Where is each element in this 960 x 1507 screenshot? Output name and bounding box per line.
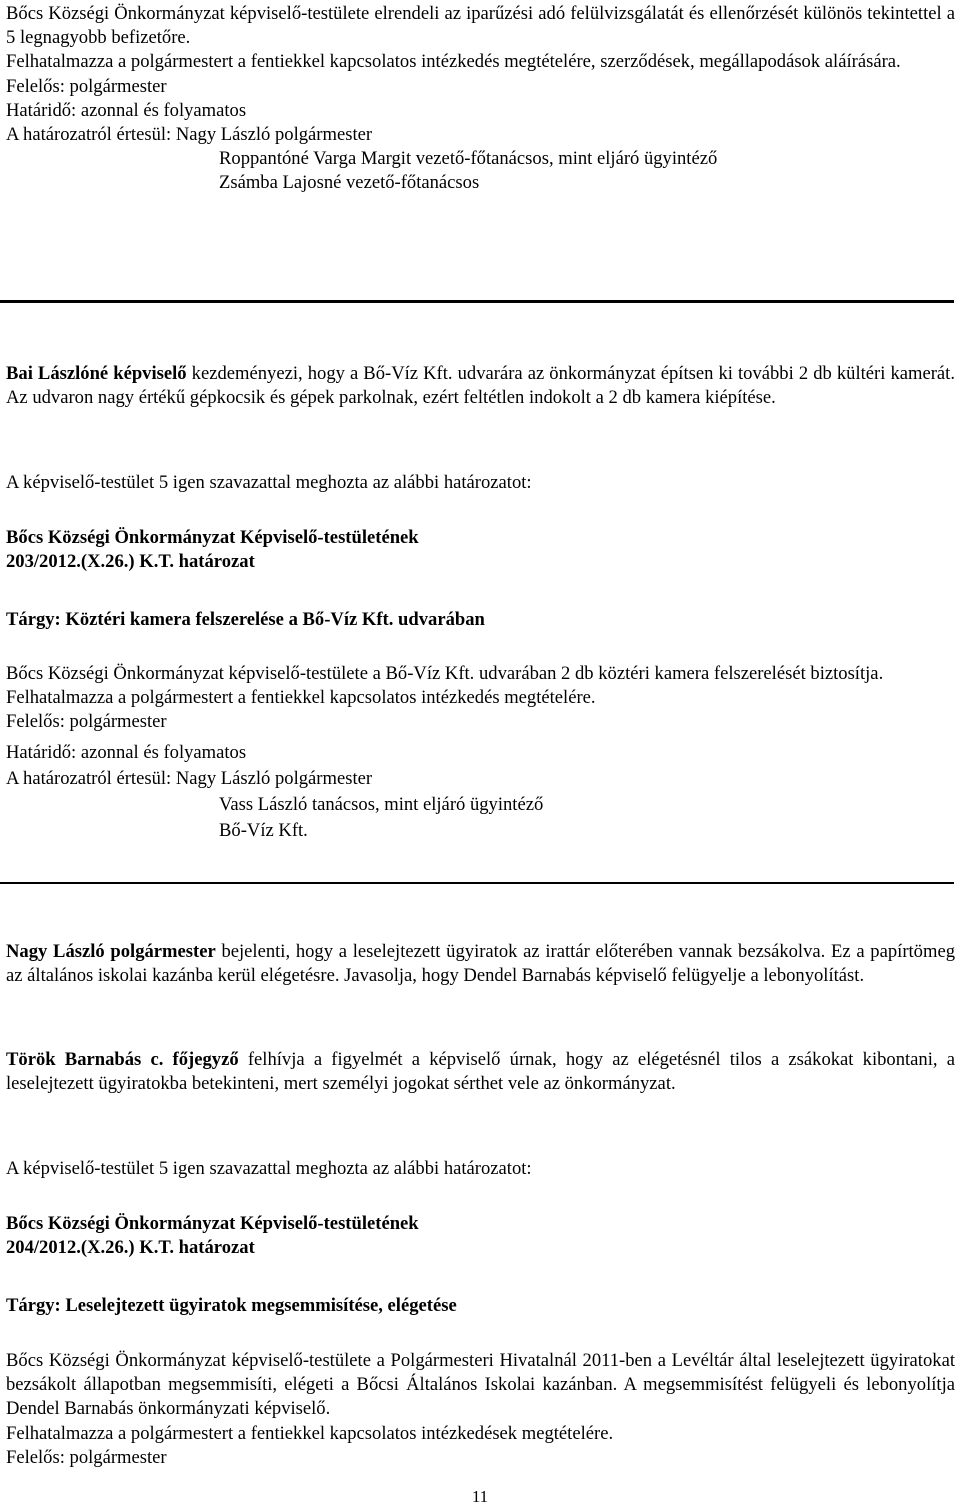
resolution-body <box>6 1349 955 1470</box>
deadline-line: Határidő: azonnal és folyamatos <box>6 741 247 763</box>
section-camera <box>6 362 955 410</box>
section-documents-2 <box>6 1048 955 1096</box>
subject-block <box>6 608 955 632</box>
notified-line: Bő-Víz Kft. <box>219 820 308 842</box>
paragraph: Felhatalmazza a polgármestert a fentiekkel kapcsolatos intézkedések megtételére. <box>6 1422 614 1444</box>
resolution-heading <box>6 526 955 574</box>
deadline-line: Határidő: azonnal és folyamatos <box>6 99 247 121</box>
section-divider <box>0 300 954 303</box>
speaker-name: Nagy László polgármester <box>6 941 216 962</box>
resolution-number: 204/2012.(X.26.) K.T. határozat <box>6 1237 255 1259</box>
notified-line: A határozatról értesül: Nagy László polgármester <box>6 767 373 789</box>
speaker-name: Bai Lászlóné képviselő <box>6 363 187 384</box>
paragraph: Bőcs Községi Önkormányzat képviselő-testülete elrendeli az iparűzési adó felülvizsgálatát és ellenőrzését különös tekintettel a 5 legnagyobb befizetőre. <box>6 3 955 49</box>
notified-line: Roppantóné Varga Margit vezető-főtanácsos, mint eljáró ügyintéző <box>219 148 718 170</box>
vote-line: A képviselő-testület 5 igen szavazattal meghozta az alábbi határozatot: <box>6 1158 532 1179</box>
paragraph: Nagy László polgármester bejelenti, hogy a leselejtezett ügyiratok az irattár előterében vannak bezsákolva. Ez a papírtömeg az általános iskolai kazánba kerül elégetésre. Javasolja, hogy Dendel Barnabás képviselő felügyelje a lebonyolítást. <box>6 941 955 987</box>
resolution-number: 203/2012.(X.26.) K.T. határozat <box>6 551 255 573</box>
notified-line: Zsámba Lajosné vezető-főtanácsos <box>219 172 480 194</box>
vote-line: A képviselő-testület 5 igen szavazattal meghozta az alábbi határozatot: <box>6 472 532 493</box>
paragraph: Felhatalmazza a polgármestert a fentiekkel kapcsolatos intézkedés megtételére. <box>6 687 596 709</box>
speaker-name: Török Barnabás c. főjegyző <box>6 1049 239 1070</box>
notified-line: Vass László tanácsos, mint eljáró ügyintéző <box>219 794 544 816</box>
resolution-body <box>6 662 955 843</box>
section-documents <box>6 940 955 988</box>
paragraph: Felhatalmazza a polgármestert a fentiekkel kapcsolatos intézkedés megtételére, szerződések, megállapodások aláírására. <box>6 51 901 73</box>
responsible-line: Felelős: polgármester <box>6 711 167 733</box>
page-number: 11 <box>471 1487 489 1506</box>
resolution-continuation <box>6 2 955 196</box>
body-name: Bőcs Községi Önkormányzat Képviselő-testületének <box>6 1213 419 1234</box>
resolution-subject: Tárgy: Leselejtezett ügyiratok megsemmisítése, elégetése <box>6 1295 457 1316</box>
paragraph: Bőcs Községi Önkormányzat képviselő-testülete a Polgármesteri Hivatalnál 2011-ben a Levéltár által leselejtezett ügyiratokat bezsákolt állapotban megsemmisíti, elégeti a Bőcsi Általános Iskolai kazánban. A megsemmisítést felügyeli és lebonyolítja Dendel Barnabás önkormányzati képviselő. <box>6 1350 955 1420</box>
vote-block <box>6 1157 955 1181</box>
responsible-line: Felelős: polgármester <box>6 1446 167 1468</box>
paragraph: Bőcs Községi Önkormányzat képviselő-testülete a Bő-Víz Kft. udvarában 2 db köztéri kamera felszerelését biztosítja. <box>6 663 884 684</box>
subject-block <box>6 1294 955 1318</box>
vote-block <box>6 471 955 495</box>
notified-line: A határozatról értesül: Nagy László polgármester <box>6 124 373 146</box>
body-name: Bőcs Községi Önkormányzat Képviselő-testületének <box>6 527 419 548</box>
paragraph: Bai Lászlóné képviselő kezdeményezi, hogy a Bő-Víz Kft. udvarára az önkormányzat építsen ki további 2 db kültéri kamerát. Az udvaron nagy értékű gépkocsik és gépek parkolnak, ezért feltétlen indokolt a 2 db kamera kiépítése. <box>6 363 955 409</box>
section-divider <box>0 882 954 884</box>
responsible-line: Felelős: polgármester <box>6 75 167 97</box>
resolution-subject: Tárgy: Köztéri kamera felszerelése a Bő-Víz Kft. udvarában <box>6 609 485 630</box>
resolution-heading <box>6 1212 955 1260</box>
paragraph: Török Barnabás c. főjegyző felhívja a figyelmét a képviselő úrnak, hogy az elégetésnél tilos a zsákokat kibontani, a leselejtezett ügyiratokba betekinteni, mert személyi jogokat sérthet vele az önkormányzat. <box>6 1049 955 1095</box>
